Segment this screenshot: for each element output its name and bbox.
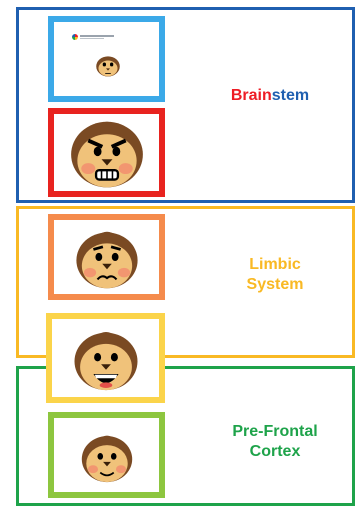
smiling-monkey-icon	[78, 430, 136, 486]
limbic-label-line1: Limbic	[249, 256, 301, 273]
brainstem-label-part2: stem	[271, 87, 310, 104]
card-pfc-calm	[48, 412, 165, 498]
pfc-label-line1: Pre-Frontal	[232, 423, 318, 440]
card-limbic-happy	[46, 313, 165, 403]
card-brainstem-angry	[48, 108, 165, 197]
card-brainstem-small	[48, 16, 165, 102]
limbic-label-line2: System	[246, 276, 304, 293]
brand-logo	[72, 34, 116, 41]
pfc-label-line2: Cortex	[249, 443, 301, 460]
worried-monkey-icon	[72, 225, 142, 293]
small-neutral-monkey-icon	[94, 50, 122, 80]
angry-monkey-icon	[67, 114, 147, 192]
brainstem-label	[200, 86, 340, 106]
card-limbic-worried	[48, 214, 165, 300]
pre-frontal-cortex-label	[195, 422, 355, 462]
brainstem-label-part1: Brain	[230, 87, 272, 104]
limbic-system-label	[205, 255, 345, 295]
laughing-monkey-icon	[71, 325, 141, 395]
